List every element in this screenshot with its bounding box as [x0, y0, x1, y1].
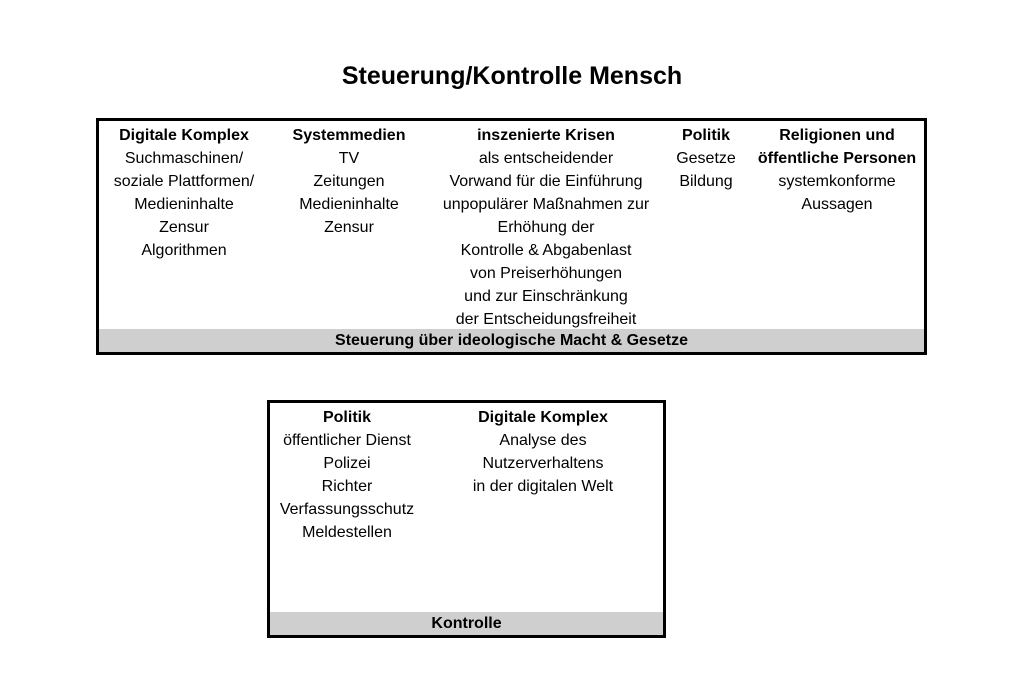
column-heading: Politik	[322, 409, 371, 426]
column-item: Zeitungen	[313, 173, 385, 190]
column-digitale-komplex	[99, 124, 269, 262]
column-item: Meldestellen	[302, 524, 392, 541]
column-systemmedien	[274, 124, 424, 239]
column-item: TV	[338, 150, 360, 167]
column-item: Vorwand für die Einführung	[449, 173, 643, 190]
column-item: Aussagen	[801, 196, 873, 213]
kontrolle-box	[267, 400, 666, 638]
steuerung-box	[96, 118, 927, 355]
column-item: Algorithmen	[141, 242, 227, 259]
column-item: unpopulärer Maßnahmen zur	[442, 196, 650, 213]
column-item: Zensur	[324, 219, 374, 236]
column-item: als entscheidender	[478, 150, 614, 167]
column-heading: Digitale Komplex	[478, 409, 608, 426]
column-heading: Systemmedien	[292, 127, 406, 144]
column-heading: Politik	[681, 127, 730, 144]
column-religionen	[749, 124, 925, 216]
column-item: Medieninhalte	[134, 196, 234, 213]
steuerung-footer: Steuerung über ideologische Macht & Gesetze	[99, 329, 924, 352]
column-politik	[671, 124, 741, 193]
column-item: soziale Plattformen/	[113, 173, 255, 190]
column-item: Suchmaschinen/	[124, 150, 244, 167]
column-digitale-komplex	[458, 406, 628, 498]
column-item: der Entscheidungsfreiheit	[455, 311, 637, 328]
column-item: Kontrolle & Abgabenlast	[460, 242, 632, 259]
column-heading: Religionen und	[779, 127, 895, 144]
column-item: Analyse des	[499, 432, 587, 449]
column-item: in der digitalen Welt	[472, 478, 614, 495]
column-item: Richter	[321, 478, 373, 495]
column-item: und zur Einschränkung	[464, 288, 628, 305]
column-item: Polizei	[323, 455, 371, 472]
column-item: von Preiserhöhungen	[469, 265, 623, 282]
kontrolle-footer: Kontrolle	[270, 612, 663, 635]
column-item: Bildung	[679, 173, 733, 190]
column-item: Gesetze	[676, 150, 736, 167]
column-heading: inszenierte Krisen	[477, 127, 615, 144]
column-politik	[270, 406, 424, 544]
column-heading: Digitale Komplex	[119, 127, 249, 144]
column-item: öffentlicher Dienst	[283, 432, 411, 449]
column-item: Zensur	[159, 219, 209, 236]
column-item: Nutzerverhaltens	[482, 455, 604, 472]
column-item: Medieninhalte	[299, 196, 399, 213]
diagram-title: Steuerung/Kontrolle Mensch	[341, 62, 683, 90]
column-inszenierte-krisen	[426, 124, 666, 331]
column-item: Verfassungsschutz	[279, 501, 415, 518]
column-item: Erhöhung der	[497, 219, 595, 236]
column-item: systemkonforme	[778, 173, 896, 190]
column-heading: öffentliche Personen	[757, 150, 917, 167]
